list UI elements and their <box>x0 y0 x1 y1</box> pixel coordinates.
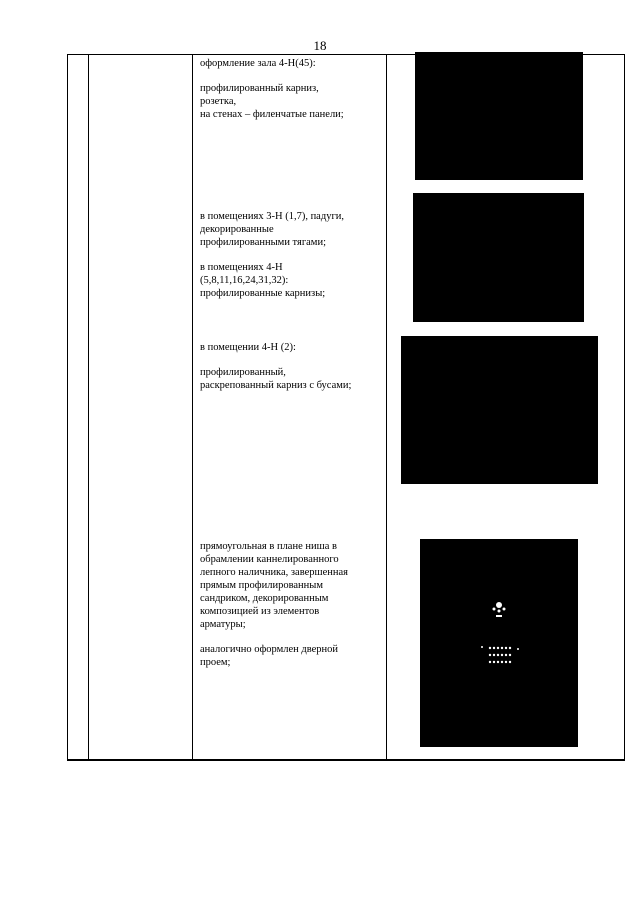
entry-line: профилированные карнизы; <box>200 288 326 299</box>
entry-line: сандриком, декорированным <box>200 593 329 604</box>
column-divider-3 <box>386 55 387 759</box>
entry-line: в помещениях 3-Н (1,7), падуги, <box>200 211 344 222</box>
entry-rooms-3n-4n <box>200 210 385 300</box>
entry-line: проем; <box>200 657 231 668</box>
entry-line: на стенах – филенчатые панели; <box>200 109 344 120</box>
entry-line: арматуры; <box>200 619 246 630</box>
entry-line: прямоугольная в плане ниша в <box>200 541 337 552</box>
entry-room-4n-2 <box>200 341 385 392</box>
photo-bead-cornice <box>401 336 598 484</box>
entry-line: обрамлении каннелированного <box>200 554 339 565</box>
photo-rooms-cornice <box>413 193 584 322</box>
column-divider-2 <box>192 55 193 759</box>
page-number: 18 <box>313 38 327 53</box>
entry-line: лепного наличника, завершенная <box>200 567 348 578</box>
entry-line: профилированный карниз, <box>200 83 319 94</box>
entry-line: (5,8,11,16,24,31,32): <box>200 275 289 286</box>
entry-line: раскрепованный карниз с бусами; <box>200 380 352 391</box>
entry-line: декорированные <box>200 224 274 235</box>
entry-line: аналогично оформлен дверной <box>200 644 339 655</box>
photo-hall-cornice <box>415 52 583 180</box>
column-divider-1 <box>88 55 89 759</box>
entry-hall-4n-45 <box>200 57 385 121</box>
entry-line: в помещениях 4-Н <box>200 262 283 273</box>
entry-line: в помещении 4-Н (2): <box>200 342 296 353</box>
entry-line: профилированный, <box>200 367 286 378</box>
photo-niche <box>420 539 578 747</box>
entry-niche <box>200 540 385 669</box>
entry-line: прямым профилированным <box>200 580 323 591</box>
entry-line: оформление зала 4-Н(45): <box>200 58 316 69</box>
entry-line: розетка, <box>200 96 237 107</box>
niche-ornament-graphic <box>420 539 578 747</box>
entry-line: профилированными тягами; <box>200 237 326 248</box>
entry-line: композицией из элементов <box>200 606 320 617</box>
